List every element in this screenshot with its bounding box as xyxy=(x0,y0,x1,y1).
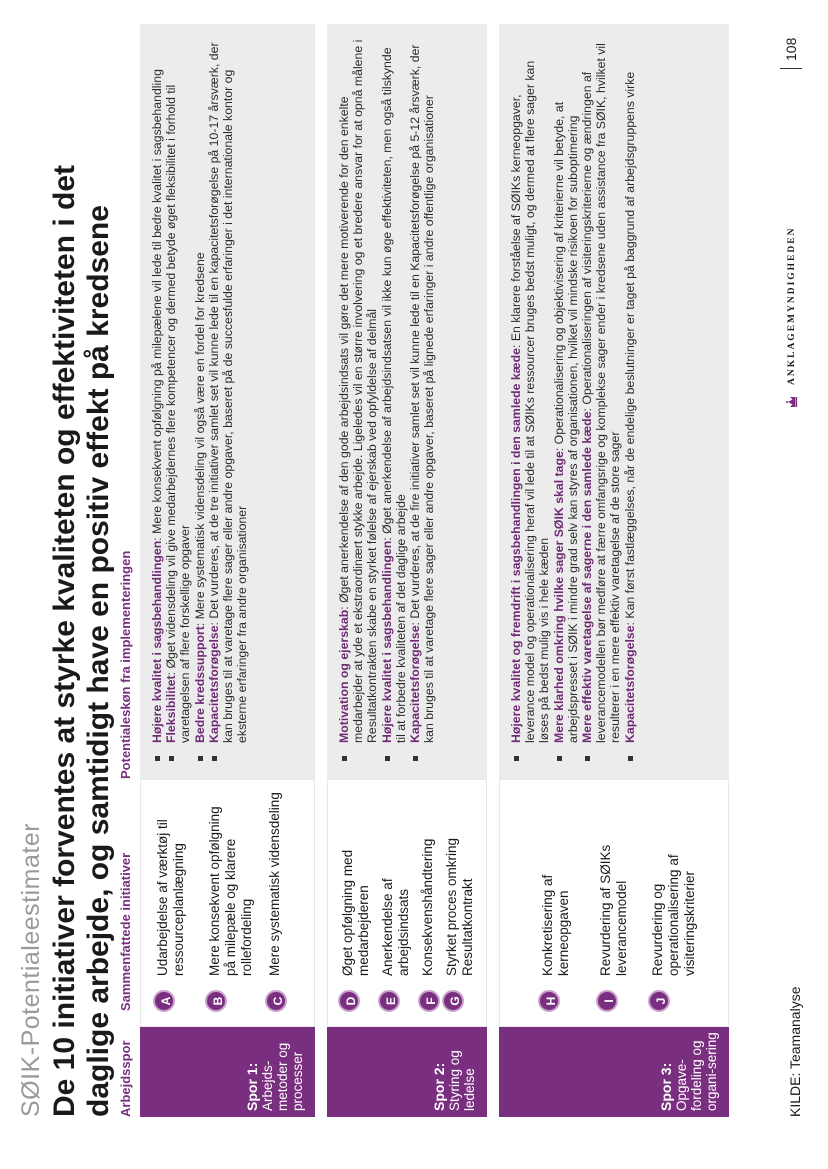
page-subtitle: SØIK-Potentialeestimater xyxy=(17,822,45,1117)
initiative-g xyxy=(444,790,476,1012)
source-note: KILDE: Teamanalyse xyxy=(787,986,803,1117)
effect-item: Bedre kredssupport: Mere systematisk vidensdeling vil også være en fordel for kredsene xyxy=(193,38,207,765)
initiatives-row-2 xyxy=(327,779,487,1027)
badge-e: E xyxy=(378,990,400,1012)
track-3-label: Spor 3: xyxy=(658,1062,674,1111)
initiative-h-text: Konkretisering af kerneopgaven xyxy=(540,874,571,976)
badge-h: H xyxy=(538,990,560,1012)
page-title: De 10 initiativer forventes at styrke kvaliteten og effektiviteten i det daglige arbejde, og samtidigt have en positiv effekt på kredsene xyxy=(48,164,115,1117)
badge-a: A xyxy=(153,990,175,1012)
track-2-text xyxy=(432,1031,477,1111)
column-header-tracks: Arbejdsspor xyxy=(118,1040,133,1117)
brand xyxy=(785,227,799,409)
initiative-c-text: Mere systematisk vidensdeling xyxy=(267,792,282,976)
initiative-j xyxy=(650,790,698,1012)
effects-row-1 xyxy=(140,24,315,779)
effect-item: Motivation og ejerskab: Øget anerkendelse af den gode arbejdsindsats vil gøre det mere motiverende for den enkelte medarbejder at yde et ekstraordinært stykke arbejde. Ligeledes vil en større involvering og et bredere ansvar for at opnå målene i Resultatkontrakten skabe en styrket følelse af ejerskab ved opfyldelse af delmål xyxy=(337,38,380,765)
track-3-name: Opgave-fordeling og organi-sering xyxy=(674,1032,719,1111)
effects-list-2 xyxy=(337,38,436,765)
track-3 xyxy=(499,1027,729,1117)
track-3-text xyxy=(659,1031,719,1111)
track-1-text xyxy=(245,1031,305,1111)
effect-item: Fleksibilitet: Øget vidensdeling vil give medarbejdernes flere kompetencer og dermed betyde øget fleksibilitet i forhold til varetagelsen af flere forskellige opgaver xyxy=(164,38,192,765)
effect-item: Mere effektiv varetagelse af sagerne i den samlede kæde: Operationaliseringen af visiteringskriterierne og ændringen af leverancemodellen bør medføre at færre omfangsrige og komplekse sager ender i kredsene uden assistance fra SØIK, hvilket vil resulterer i en mere effektiv varetagelse af de store sager xyxy=(580,38,623,765)
initiative-b xyxy=(207,790,255,1012)
initiative-c xyxy=(267,790,287,1012)
initiative-b-text: Mere konsekvent opfølgning på milepæle og klarere rollefordeling xyxy=(207,806,254,976)
track-1-name: Arbejds-metoder og processer xyxy=(260,1042,305,1111)
badge-f: F xyxy=(418,990,440,1012)
initiative-j-text: Revurdering og operationalisering af visiteringskriterier xyxy=(650,854,697,976)
track-1-label: Spor 1: xyxy=(244,1062,260,1111)
effect-item: Højere kvalitet i sagsbehandlingen: Øget anerkendelse af arbejdsindsatsen vil ikke kun øge effektiviteten, men også tilskynde til at forbedre kvaliteten af det daglige arbejde xyxy=(380,38,408,765)
track-2-name: Styring og ledelse xyxy=(447,1050,477,1111)
initiatives-row-3 xyxy=(499,779,729,1027)
badge-b: B xyxy=(205,990,227,1012)
effect-item: Højere kvalitet og fremdrift i sagsbehandlingen i den samlede kæde: En klarere forståelse af SØIKs kerneopgaver, leverance model og operationalisering heraf vil lede til at SØIKs ressourcer bruges bedst muligt, og dermed at flere sager kan løses på bedst mulig vis i hele kæden xyxy=(509,38,552,765)
page-number: 108 xyxy=(783,37,799,61)
badge-j: J xyxy=(648,990,670,1012)
column-header-initiatives: Sammenfattede initiativer xyxy=(118,852,133,1011)
initiative-i-text: Revurdering af SØIKs leverancemodel xyxy=(598,844,629,976)
page-number-separator xyxy=(780,68,802,69)
initiative-a-text: Udarbejdelse af værktøj til ressourceplanlægning xyxy=(155,819,186,976)
initiative-g-text: Styrket proces omkring Resultatkontrakt xyxy=(444,837,475,976)
initiative-h xyxy=(540,790,572,1012)
effect-item: Mere klarhed omkring hvilke sager SØIK skal tage: Operationalisering og objektivisering af kriterierne vil betyde, at arbejdspresset i SØIK i mindre grad selv kan styres af organisationen, hvilket vil mindske risikoen for suboptimering xyxy=(552,38,580,765)
initiative-e xyxy=(380,790,412,1012)
initiative-e-text: Anerkendelse af arbejdsindsats xyxy=(380,878,411,976)
effect-item: Kapacitetsforøgelse: Kan først fastlæggelses, når de endelige beslutninger er taget på baggrund af arbejdsgruppens virke xyxy=(623,38,637,765)
effect-item: Kapacitetsforøgelse: Det vurderes, at de tre initiativer samlet set vil kunne lede til en kapacitetsforøgelse på 10-17 årsværk, der kan bruges til at varetage flere sager eller andre opgaver, baseret på de succesfulde erfaringer i det internationale kontor og eksterne erfaringer fra andre organisationer xyxy=(207,38,250,765)
initiative-d xyxy=(340,790,372,1012)
badge-i: I xyxy=(596,990,618,1012)
badge-g: G xyxy=(442,990,464,1012)
crown-icon xyxy=(785,395,799,409)
initiative-i xyxy=(598,790,630,1012)
initiatives-row-1 xyxy=(140,779,315,1027)
track-2 xyxy=(327,1027,487,1117)
effect-item: Kapacitetsforøgelse: Det vurderes, at de fire initiativer samlet set vil kunne lede til en Kapacitetsforøgelse på 5-12 årsværk, der kan bruges til at varetage flere sager eller andre opgaver, baseret på lignede erfaringer i andre offentlige organisationer xyxy=(408,38,436,765)
effects-list-1 xyxy=(150,38,249,765)
badge-d: D xyxy=(338,990,360,1012)
badge-c: C xyxy=(265,990,287,1012)
effects-list-3 xyxy=(509,38,637,765)
effect-item: Højere kvalitet i sagsbehandlingen: Mere konsekvent opfølgning på milepælene vil lede til bedre kvalitet i sagsbehandling xyxy=(150,38,164,765)
column-header-effects: Potentialeskøn fra implementeringen xyxy=(118,550,133,779)
initiative-d-text: Øget opfølgning med medarbejderen xyxy=(340,849,371,976)
effects-row-3 xyxy=(499,24,729,779)
initiative-f-text: Konsekvenshåndtering xyxy=(420,838,435,976)
brand-name: ANKLAGEMYNDIGHEDEN xyxy=(787,226,797,385)
track-2-label: Spor 2: xyxy=(431,1062,447,1111)
initiative-f xyxy=(420,790,440,1012)
initiative-a xyxy=(155,790,187,1012)
track-1 xyxy=(140,1027,315,1117)
effects-row-2 xyxy=(327,24,487,779)
